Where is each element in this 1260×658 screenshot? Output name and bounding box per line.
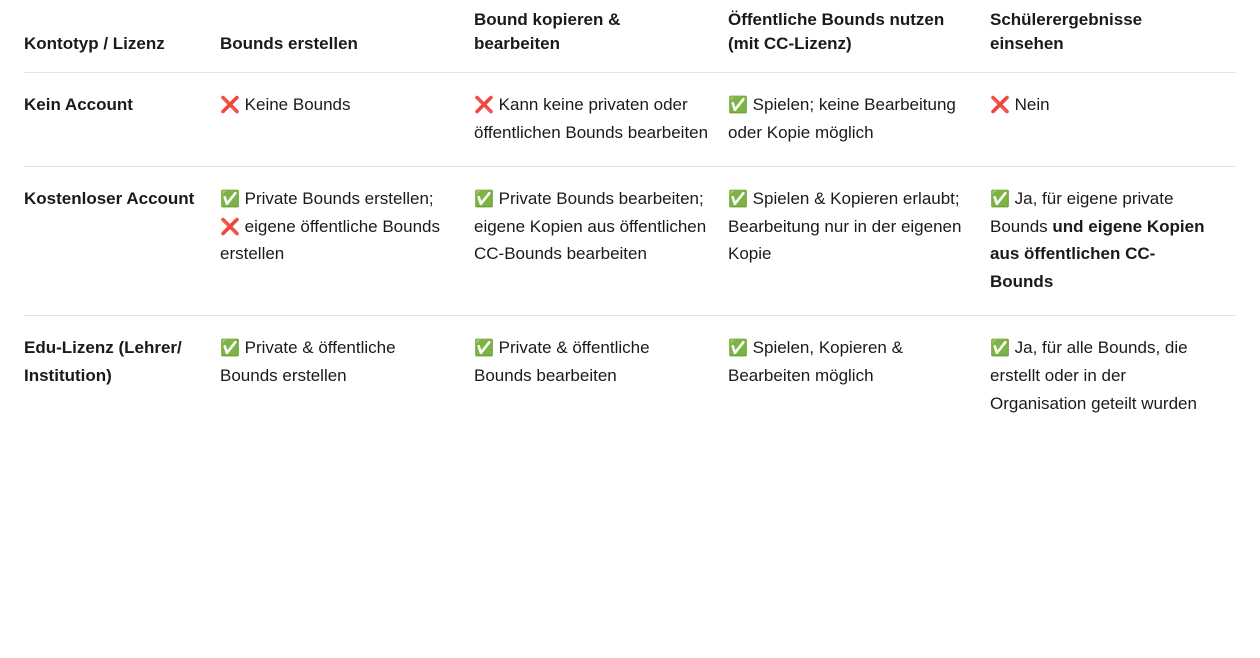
check-mark-icon: ✅ [990, 191, 1010, 209]
check-mark-icon: ✅ [474, 191, 494, 209]
column-header-copy-edit-bound: Bound kopieren & bearbeiten [474, 8, 728, 73]
column-header-account-type: Kontotyp / Lizenz [24, 8, 220, 73]
cell-text: Kann keine privaten oder öffentlichen Bounds bearbeiten [474, 95, 709, 142]
row-header-no-account: Kein Account [24, 73, 220, 167]
cell-text: Private Bounds bearbeiten; eigene Kopien aus öffentlichen CC-Bounds bearbeiten [474, 189, 707, 264]
check-mark-icon: ✅ [220, 340, 240, 358]
cell-text: Private & öffentliche Bounds bearbeiten [474, 338, 650, 385]
cell-text: Spielen & Kopieren erlaubt; Bearbeitung nur in der eigenen Kopie [728, 189, 962, 264]
column-header-create-bounds: Bounds erstellen [220, 8, 474, 73]
row-header-free-account: Kostenloser Account [24, 167, 220, 316]
cross-mark-icon: ❌ [474, 97, 494, 115]
cell-text: Nein [1014, 95, 1050, 115]
cell-text: Ja, für eigene private Bounds [990, 189, 1174, 236]
cell-no-account-create-bounds [220, 73, 474, 167]
cell-free-account-student-results [990, 167, 1236, 316]
cell-edu-use-public [728, 316, 990, 437]
cell-text-emphasis: und eigene Kopien aus öffentlichen CC-Bounds [990, 216, 1205, 291]
check-mark-icon: ✅ [728, 97, 748, 115]
cell-edu-create-bounds [220, 316, 474, 437]
cell-text: Keine Bounds [244, 95, 351, 115]
cell-no-account-student-results [990, 73, 1236, 167]
permissions-matrix-table [24, 8, 1236, 437]
cross-mark-icon: ❌ [220, 218, 240, 236]
row-header-edu-license: Edu-Lizenz (Lehrer/ Institution) [24, 338, 182, 385]
table-row [24, 73, 1236, 167]
check-mark-icon: ✅ [220, 191, 240, 209]
cell-free-account-copy-edit [474, 167, 728, 316]
cell-text-secondary: eigene öffentliche Bounds erstellen [220, 216, 440, 264]
cell-no-account-use-public [728, 73, 990, 167]
table-body [24, 73, 1236, 437]
check-mark-icon: ✅ [990, 340, 1010, 358]
cell-text: Spielen, Kopieren & Bearbeiten möglich [728, 338, 903, 385]
cell-text: Ja, für alle Bounds, die erstellt oder in der Organisation geteilt wurden [990, 338, 1197, 413]
cell-text: Spielen; keine Bearbeitung oder Kopie möglich [728, 95, 956, 142]
cross-mark-icon: ❌ [220, 97, 240, 115]
cell-text: Private & öffentliche Bounds erstellen [220, 338, 396, 385]
table-row [24, 316, 1236, 437]
cell-edu-student-results [990, 316, 1236, 437]
check-mark-icon: ✅ [474, 340, 494, 358]
check-mark-icon: ✅ [728, 340, 748, 358]
cell-no-account-copy-edit [474, 73, 728, 167]
check-mark-icon: ✅ [728, 191, 748, 209]
cross-mark-icon: ❌ [990, 97, 1010, 115]
column-header-view-student-results: Schülerergebnisse einsehen [990, 8, 1236, 73]
table-header [24, 8, 1236, 73]
table-header-row [24, 8, 1236, 73]
cell-free-account-create-bounds [220, 167, 474, 316]
cell-edu-copy-edit [474, 316, 728, 437]
column-header-use-public-bounds: Öffentliche Bounds nutzen (mit CC-Lizenz) [728, 8, 990, 73]
table-row [24, 167, 1236, 316]
cell-text: Private Bounds erstellen; [244, 189, 434, 209]
cell-free-account-use-public [728, 167, 990, 316]
